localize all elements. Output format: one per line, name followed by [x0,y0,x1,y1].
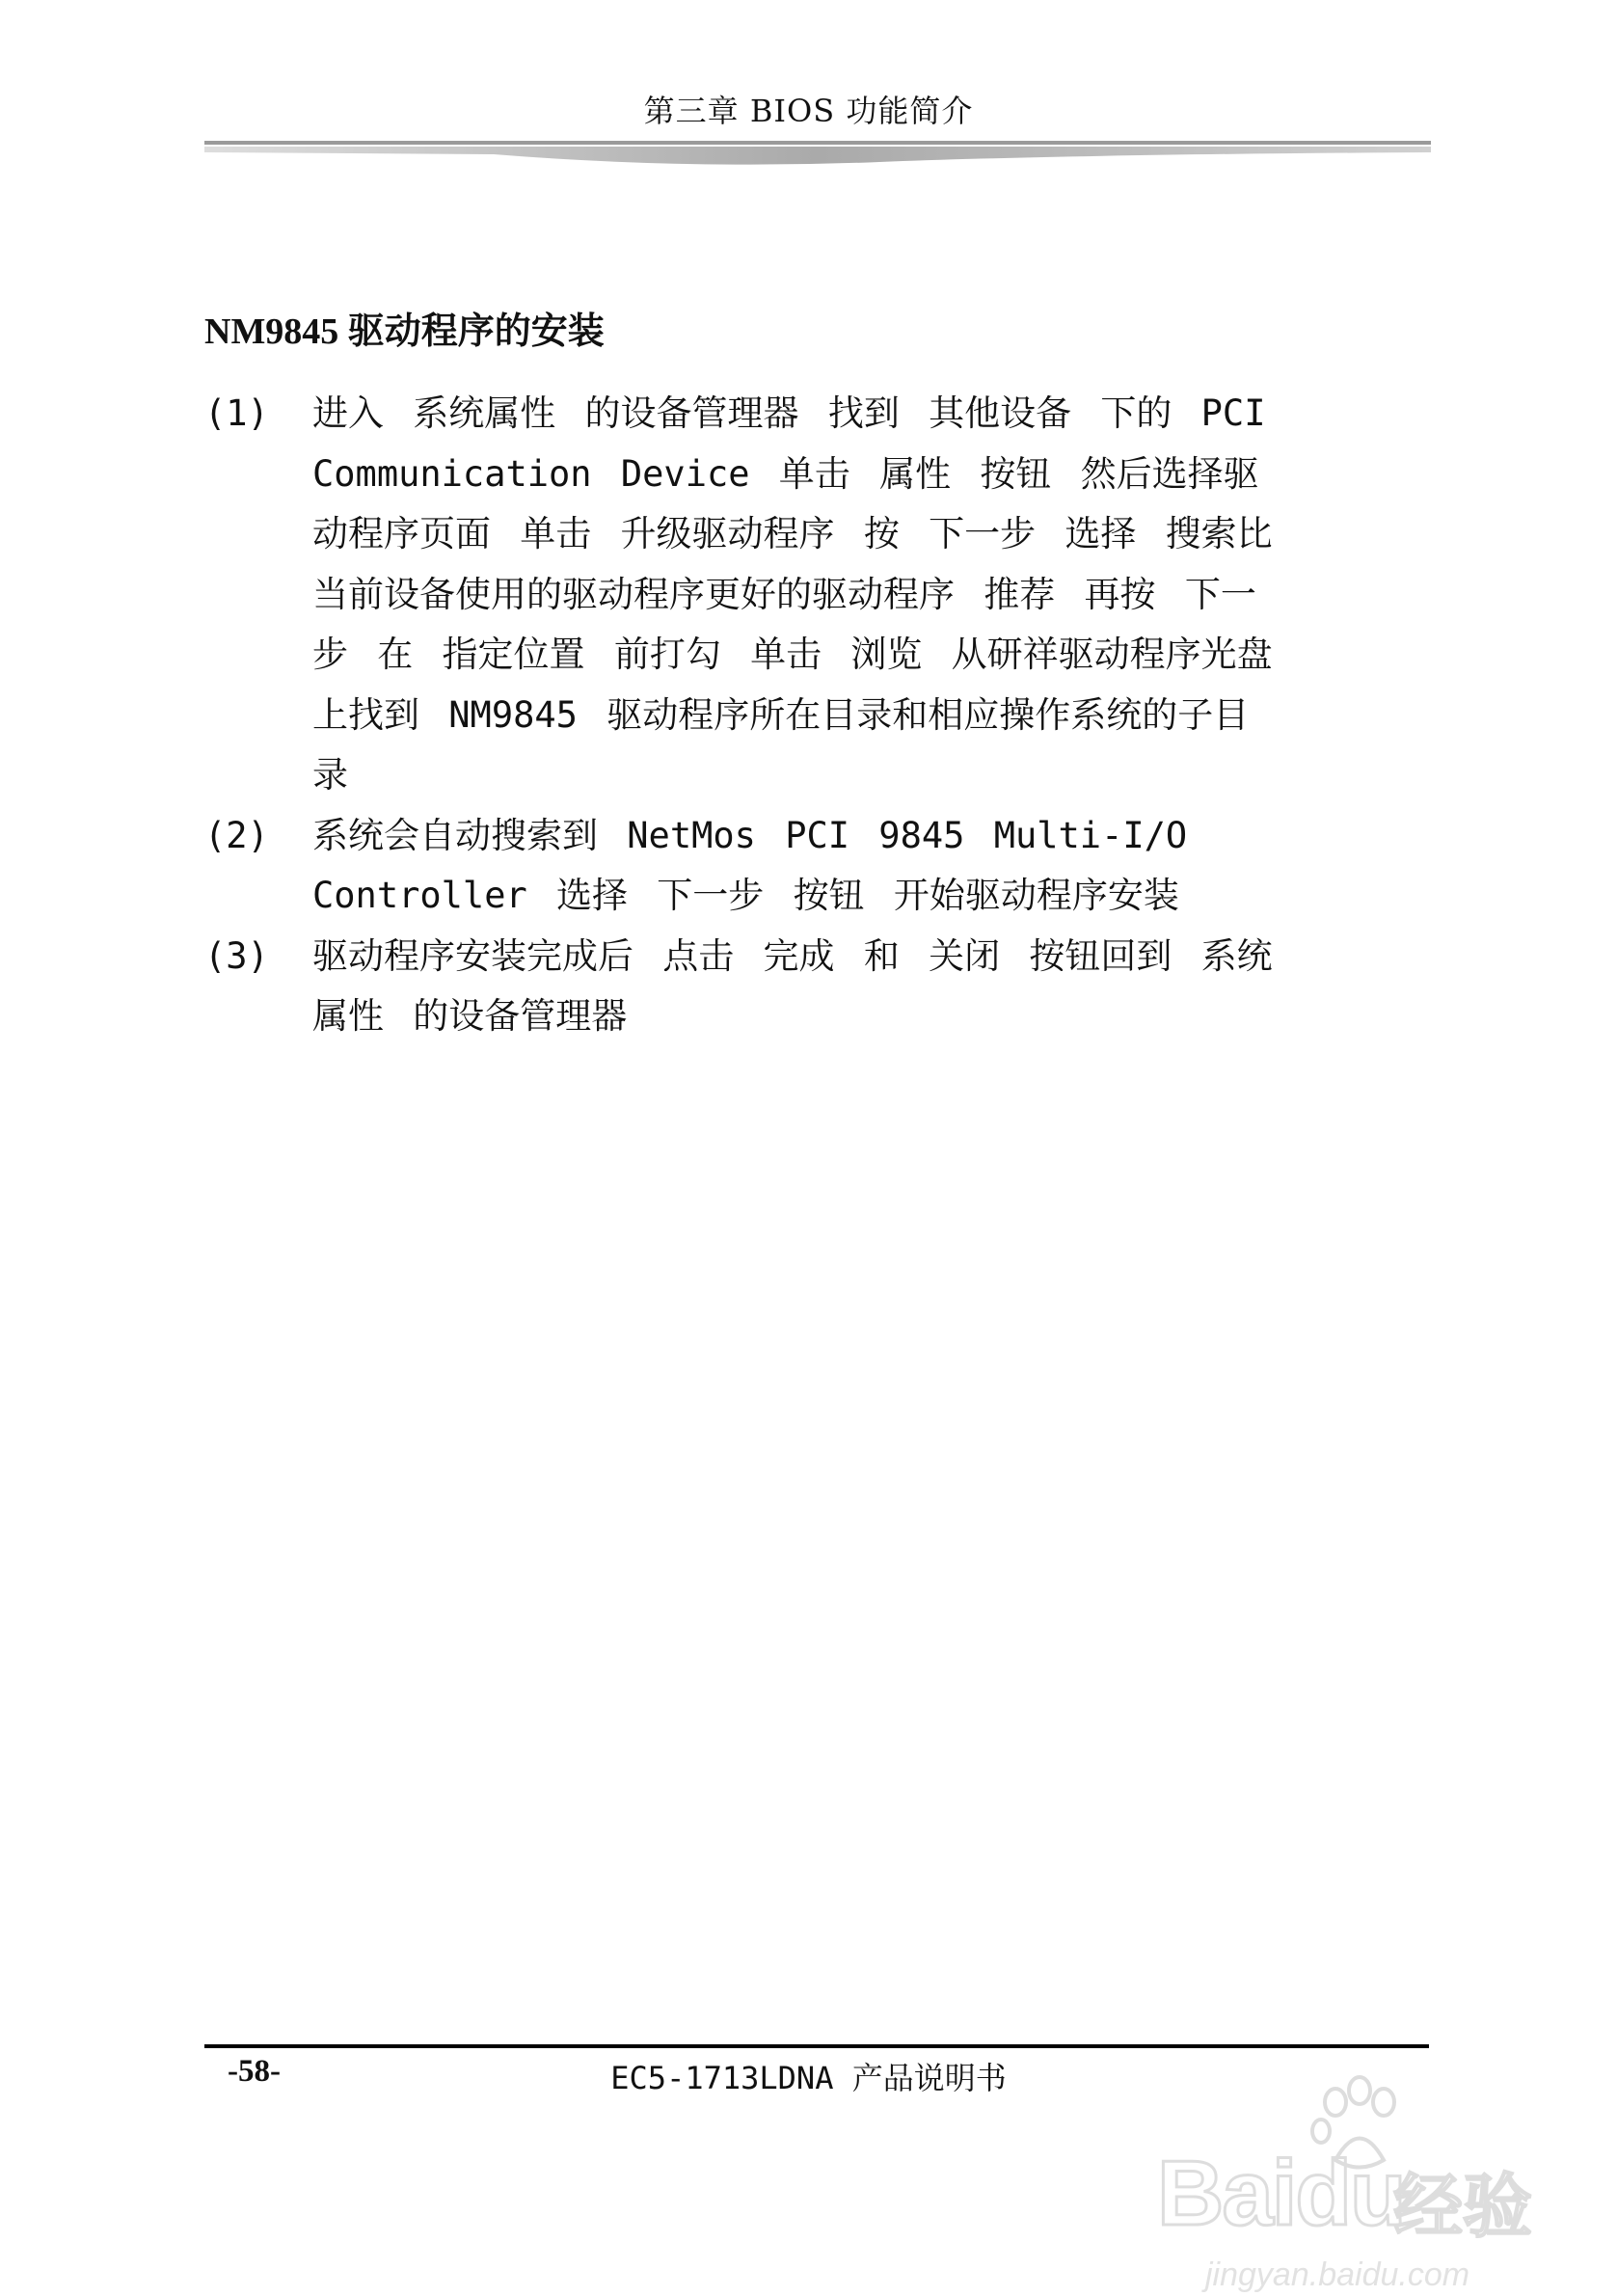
watermark-url: jingyan.baidu.com [1205,2256,1470,2293]
chapter-header: 第三章 BIOS 功能简介 [643,93,974,129]
watermark-brand: Baidu [1157,2142,1405,2245]
step-number: (3) [204,934,269,977]
step-text: 驱动程序安装完成后 点击 完成 和 关闭 按钮回到 系统属性 的设备管理器 [312,934,1273,1037]
step-number: (1) [204,392,269,434]
header-divider [204,141,1431,176]
watermark-brand-cn: 经验 [1393,2166,1533,2247]
step-item [204,806,1410,927]
install-steps [204,384,1410,1047]
footer-divider [204,2044,1429,2048]
section-heading: NM9845 驱动程序的安装 [204,311,605,352]
step-text: 系统会自动搜索到 NetMos PCI 9845 Multi-I/O Controller 选择 下一步 按钮 开始驱动程序安装 [312,814,1188,916]
step-item [204,384,1410,806]
step-number: (2) [204,814,269,856]
step-item [204,927,1410,1047]
document-title: EC5-1713LDNA 产品说明书 [610,2060,1007,2096]
step-text: 进入 系统属性 的设备管理器 找到 其他设备 下的 PCI Communication Device 单击 属性 按钮 然后选择驱动程序页面 单击 升级驱动程序 按 下一步 选择 搜索比当前设备使用的驱动程序更好的驱动程序 推荐 再按 下一步 在 指定位置 前打勾 单击 浏览 从研祥驱动程序光盘上找到 NM9845 驱动程序所在目录和相应操作系统的子目录 [312,392,1273,796]
page-number: -58- [228,2054,281,2089]
baidu-watermark [1147,2073,1533,2293]
